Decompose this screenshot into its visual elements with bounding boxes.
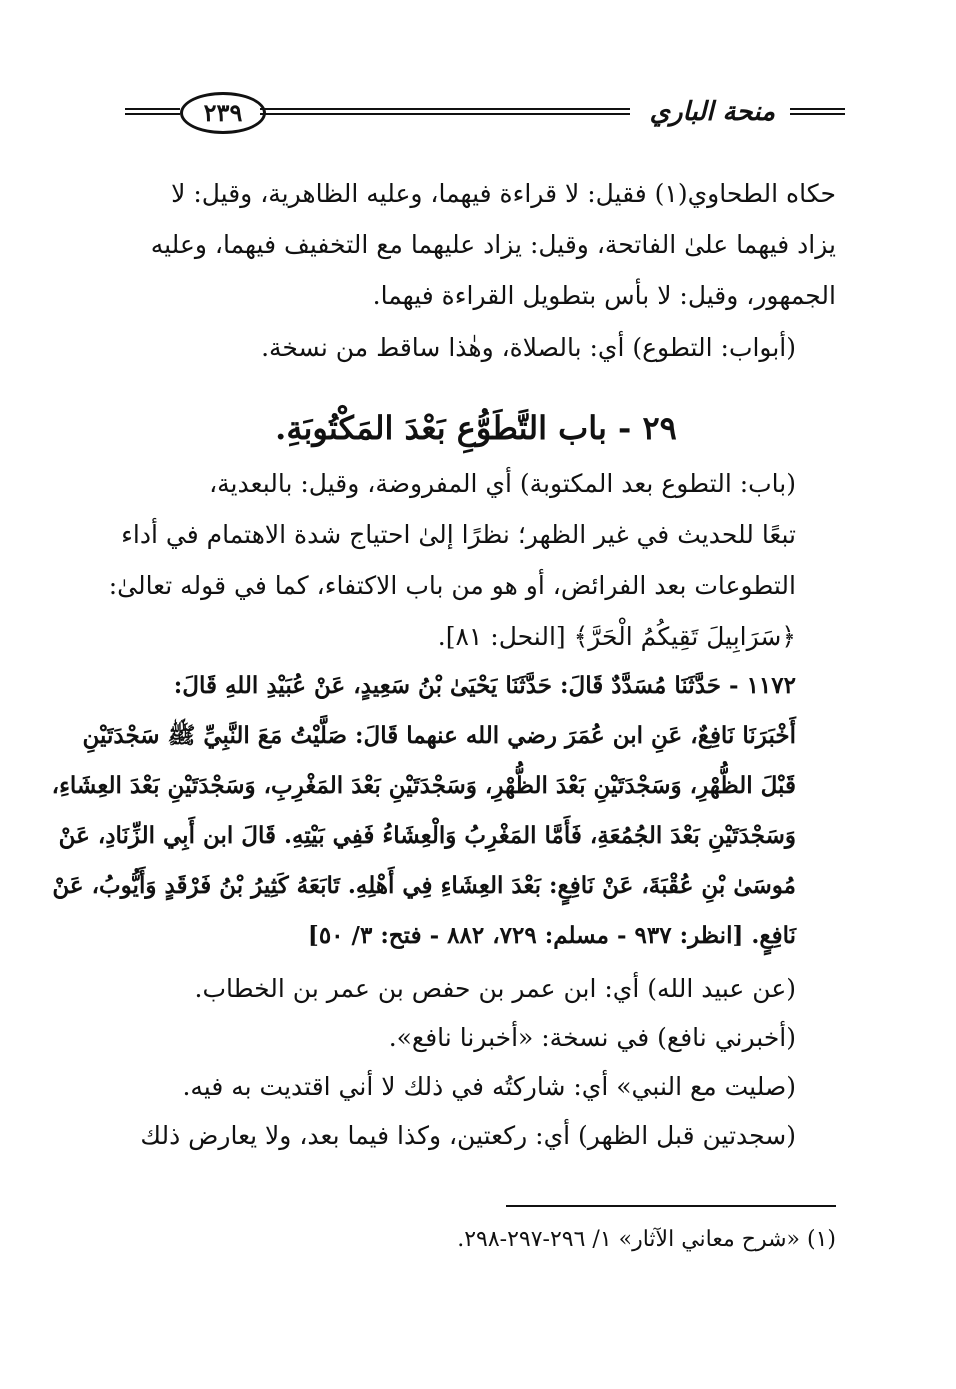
hadith-line: وَسَجْدَتَيْنِ بَعْدَ الجُمُعَةِ، فَأَمَّا المَغْرِبُ وَالْعِشَاءُ فَفِي بَيْتِهِ. قَالَ ابن أَبِي الزِّنَادِ، عَنْ: [58, 822, 796, 849]
header-rule-center: [260, 108, 630, 115]
text-line: تبعًا للحديث في غير الظهر؛ نظرًا إلىٰ احتياج شدة الاهتمام في أداء: [121, 520, 796, 549]
footnote-divider: [506, 1205, 836, 1207]
paragraph-continuation: [116, 168, 836, 321]
paragraph-hadith-commentary: [116, 964, 836, 1160]
chapter-heading: ٢٩ - باب التَّطَوُّعِ بَعْدَ المَكْتُوبَةِ.: [275, 409, 677, 447]
header-rule-left: [125, 108, 180, 115]
text-line: التطوعات بعد الفرائض، أو هو من باب الاكتفاء، كما في قوله تعالىٰ:: [108, 571, 796, 600]
hadith-text: [51, 661, 836, 961]
paragraph-abwab: [116, 322, 836, 373]
paragraph-chapter-commentary: [108, 458, 836, 662]
text-line: (أخبرني نافع) في نسخة: «أخبرنا نافع».: [388, 1023, 796, 1052]
hadith-line: قَبْلَ الظُّهْرِ، وَسَجْدَتَيْنِ بَعْدَ الظُّهْرِ، وَسَجْدَتَيْنِ بَعْدَ المَغْرِبِ، وَسَجْدَتَيْنِ بَعْدَ العِشَاءِ،: [51, 772, 796, 799]
text-line: حكاه الطحاوي(١) فقيل: لا قراءة فيهما، وعليه الظاهرية، وقيل: لا: [171, 179, 836, 208]
text-line: (سجدتين قبل الظهر) أي: ركعتين، وكذا فيما بعد، ولا يعارض ذلك: [140, 1121, 796, 1150]
text-line: (عن عبيد الله) أي: ابن عمر بن حفص بن عمر بن الخطاب.: [194, 974, 796, 1003]
text-line: (أبواب: التطوع) أي: بالصلاة، وهٰذا ساقط من نسخة.: [261, 333, 796, 362]
hadith-line: ١١٧٢ - حَدَّثَنَا مُسَدَّدٌ قَالَ: حَدَّثَنَا يَحْيَىٰ بْنُ سَعِيدٍ، عَنْ عُبَيْدِ اللهِ قَالَ:: [173, 672, 796, 699]
running-header: [110, 88, 845, 148]
hadith-line: نَافِعٍ. [انظر: ٩٣٧ - مسلم: ٧٢٩، ٨٨٢ - فتح: ٣/ ٥٠]: [307, 922, 796, 949]
book-title: منحة الباري: [649, 97, 775, 127]
text-line: (باب: التطوع بعد المكتوبة) أي المفروضة، وقيل: بالبعدية،: [209, 469, 796, 498]
hadith-line: مُوسَىٰ بْنِ عُقْبَةَ، عَنْ نَافِعٍ: بَعْدَ العِشَاءِ فِي أَهْلِهِ. تَابَعَهُ كَثِيرُ بْنُ فَرْقَدٍ وَأَيُّوبُ، عَنْ: [52, 872, 796, 899]
header-rule-right: [790, 108, 845, 115]
text-line: (صليت مع النبي» أي: شاركتُه في ذلك لا أني اقتديت به فيه.: [182, 1072, 796, 1101]
page-number: ٢٣٩: [180, 92, 266, 134]
text-line: ﴿سَرَابِيلَ تَقِيكُمُ الْحَرَّ﴾ [النحل: ٨١].: [437, 622, 796, 651]
hadith-line: أَخْبَرَنَا نَافِعٌ، عَنِ ابن عُمَرَ رضي الله عنهما قَالَ: صَلَّيْتُ مَعَ النَّبِيِّ ﷺ سَجْدَتَيْنِ: [82, 722, 796, 749]
footnote: (١) «شرح معاني الآثار» ١/ ٢٩٦-٢٩٧-٢٩٨.: [457, 1227, 836, 1252]
text-line: يزاد فيهما علىٰ الفاتحة، وقيل: يزاد عليهما مع التخفيف فيهما، وعليه: [150, 230, 836, 259]
text-line: الجمهور، وقيل: لا بأس بتطويل القراءة فيهما.: [372, 281, 836, 310]
